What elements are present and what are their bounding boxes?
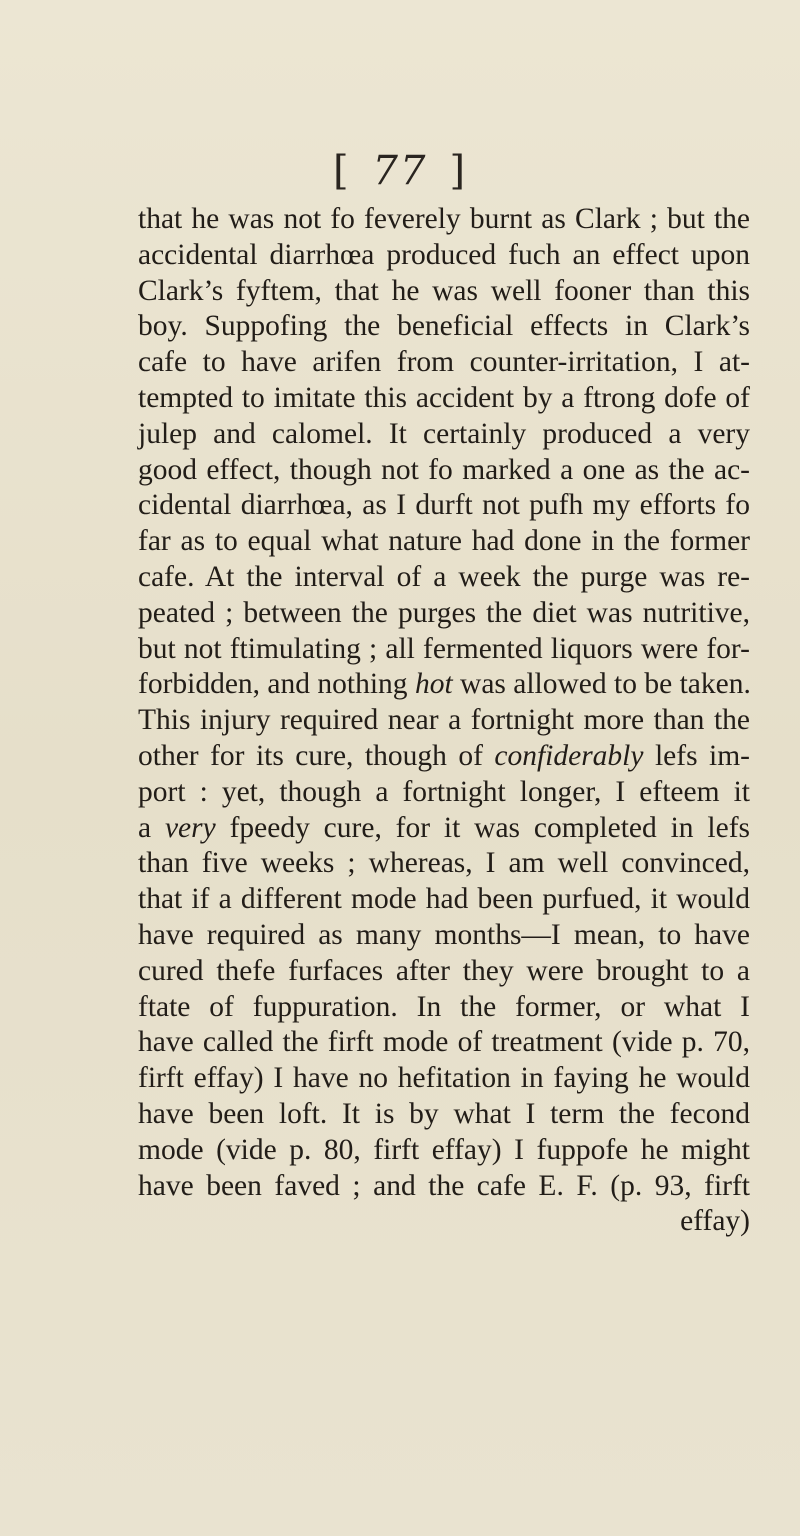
text-line: far as to equal what nature had done in the former (138, 525, 750, 558)
catchword: effay) (680, 1205, 750, 1238)
text-line: port : yet, though a fortnight longer, I efteem it (138, 775, 750, 808)
body-text (138, 202, 750, 1240)
header-close-bracket: ] (449, 148, 468, 194)
text-line: peated ; between the purges the diet was nutritive, (138, 596, 750, 629)
text-line: other for its cure, though of confiderably lefs im- (138, 739, 750, 772)
text-line: tempted to imitate this accident by a ftrong dofe of (138, 381, 750, 414)
italic-word: confiderably (494, 739, 644, 772)
text-line: cafe. At the interval of a week the purge was re- (138, 560, 750, 593)
text-line: a very fpeedy cure, for it was completed in lefs (138, 811, 750, 844)
text-line: accidental diarrhœa produced fuch an effect upon (138, 238, 750, 271)
text-line: that if a different mode had been purfued, it would (138, 883, 750, 916)
text-line: mode (vide p. 80, firft effay) I fuppofe he might (138, 1133, 750, 1166)
text-line: than five weeks ; whereas, I am well convinced, (138, 847, 750, 880)
text-line: have required as many months—I mean, to have (138, 918, 750, 951)
text-line: Clark’s fyftem, that he was well fooner than this (138, 274, 750, 307)
italic-word: very (164, 811, 216, 844)
text-line: good effect, though not fo marked a one as the ac- (138, 453, 750, 486)
text-line: have called the firft mode of treatment (vide p. 70, (138, 1026, 750, 1059)
text-line: cidental diarrhœa, as I durft not pufh my efforts fo (138, 489, 750, 522)
text-line: ftate of fuppuration. In the former, or what I (138, 990, 750, 1023)
text-line: julep and calomel. It certainly produced a very (138, 417, 750, 450)
italic-word: hot (414, 668, 453, 701)
text-line: have been faved ; and the cafe E. F. (p. 93, firft (138, 1169, 750, 1202)
text-line: that he was not fo feverely burnt as Clark ; but the (138, 203, 750, 235)
text-line: cured thefe furfaces after they were brought to a (138, 954, 750, 987)
text-line: but not ftimulating ; all fermented liquors were for- (138, 632, 750, 665)
text-line: boy. Suppofing the beneficial effects in Clark’s (138, 310, 750, 343)
text-line: cafe to have arifen from counter-irritation, I at- (138, 346, 750, 379)
page-number: 77 (372, 148, 428, 194)
header-open-bracket: [ (332, 148, 351, 194)
page-header (0, 148, 800, 194)
text-line: have been loft. It is by what I term the fecond (138, 1097, 750, 1130)
text-line: This injury required near a fortnight more than the (138, 704, 750, 737)
text-line: forbidden, and nothing hot was allowed to be taken. (138, 668, 751, 701)
text-line: firft effay) I have no hefitation in faying he would (138, 1062, 750, 1095)
